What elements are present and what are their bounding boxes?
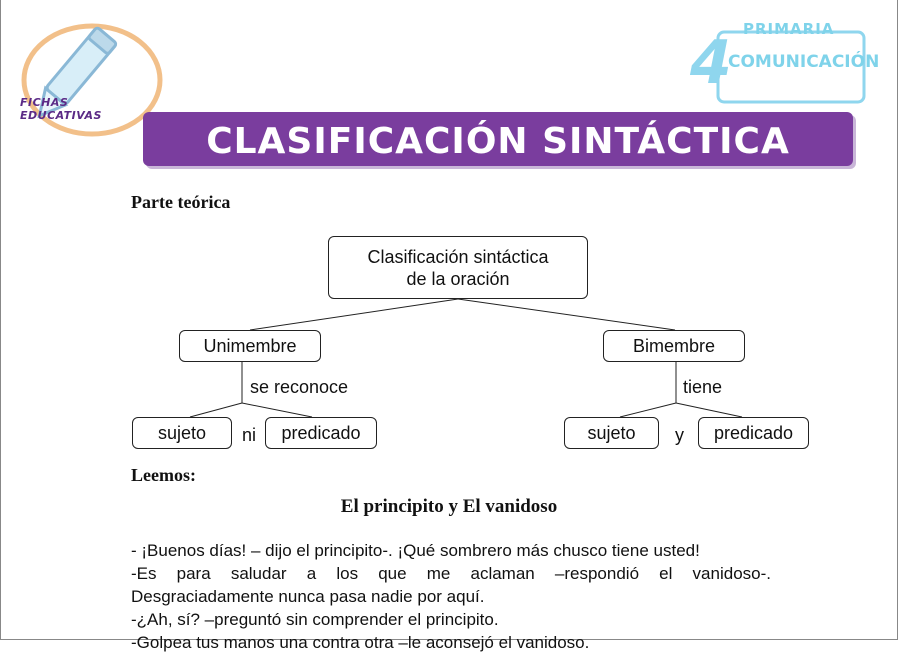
grade-level: PRIMARIA xyxy=(743,20,835,38)
logo-left-line2: EDUCATIVAS xyxy=(20,109,102,122)
theory-heading: Parte teórica xyxy=(131,192,231,212)
story-line: -Golpea tus manos una contra otra –le aconsejó el vanidoso. xyxy=(131,633,590,652)
right-connector-label: tiene xyxy=(683,377,723,397)
diagram-root-box xyxy=(328,236,588,299)
bimembre-box: Bimembre xyxy=(603,330,745,362)
right-subject-box: sujeto xyxy=(564,417,659,449)
subject-name: COMUNICACIÓN xyxy=(728,52,880,72)
left-predicate-box: predicado xyxy=(265,417,377,449)
left-subject-box: sujeto xyxy=(132,417,232,449)
grade-number: 4 xyxy=(690,28,732,98)
right-join-word: y xyxy=(675,425,684,445)
story-line: - ¡Buenos días! – dijo el principito-. ¡Qué sombrero más chusco tiene usted! xyxy=(131,541,700,560)
story-line: -¿Ah, sí? –preguntó sin comprender el principito. xyxy=(131,610,499,629)
left-join-word: ni xyxy=(242,425,257,445)
story-line: -Es para saludar a los que me aclaman –respondió el vanidoso-. xyxy=(131,564,771,583)
left-connector-label: se reconoce xyxy=(250,377,349,397)
logo-left-line1: FICHAS xyxy=(20,96,69,109)
reading-heading: Leemos: xyxy=(131,465,196,485)
page-title: CLASIFICACIÓN SINTÁCTICA xyxy=(206,121,790,162)
story-title: El principito y El vanidoso xyxy=(340,496,558,517)
root-line2: de la oración xyxy=(406,268,510,289)
root-line1: Clasificación sintáctica xyxy=(367,246,549,267)
unimembre-box: Unimembre xyxy=(179,330,321,362)
right-predicate-box: predicado xyxy=(698,417,809,449)
story-line: Desgraciadamente nunca pasa nadie por aquí. xyxy=(131,587,485,606)
